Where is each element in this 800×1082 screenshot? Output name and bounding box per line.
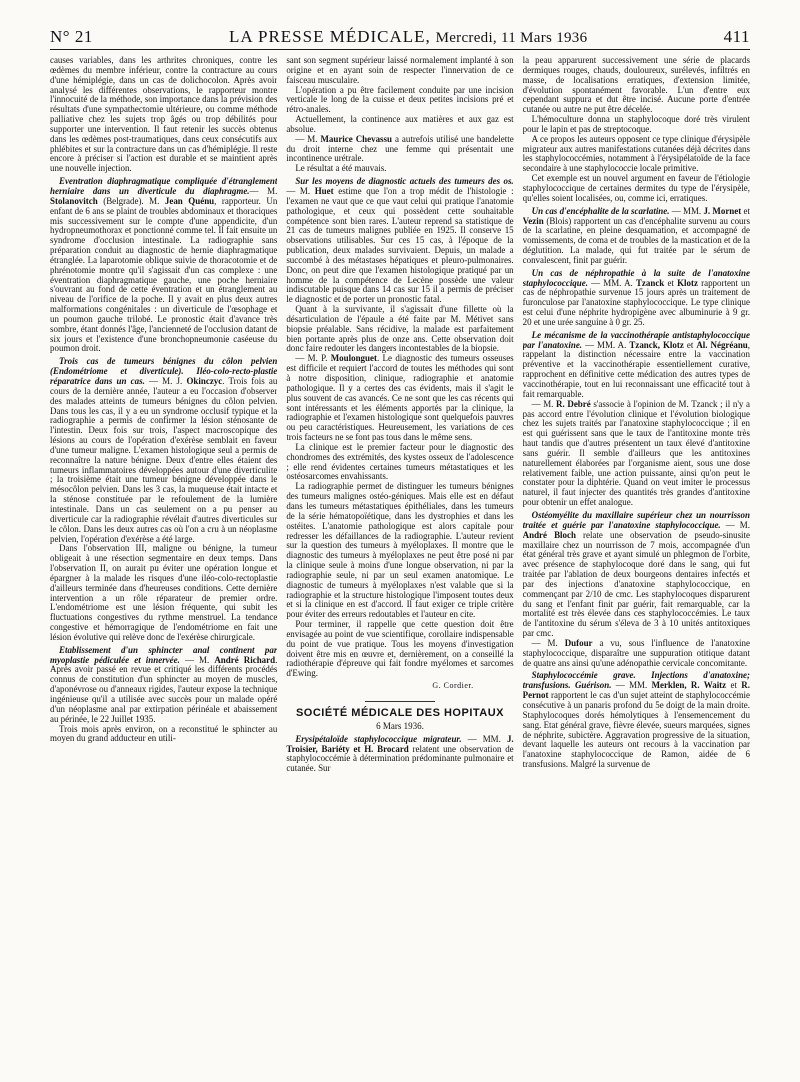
paragraph: Pour terminer, il rappelle que cette question doit être envisagée au point de vue scientifique, corollaire indispensable du point de vue pratique. Tous les moyens d'investigation doivent être mis en œuvre et, dernièrement, on a conseillé la radiothérapie d'épreuve qui fait fondre myélomes et sarcomes d'Ewing. xyxy=(286,619,514,679)
article-heading: Eventration diaphragmatique compliquée d'étranglement herniaire dans un diverticule du diaphragme. xyxy=(50,176,278,196)
masthead xyxy=(93,27,724,47)
article-heading: Trois cas de tumeurs bénignes du côlon pelvien (Endométriome et diverticule). Iléo-colo-recto-plastie réparatrice dans un cas. xyxy=(50,356,278,386)
paragraph: Un cas de néphropathie à la suite de l'anatoxine staphylococcique. — MM. A. Tzanck et Klotz rapportent un cas de néphropathie survenue 15 jours après un traitement de furonculose par l'anatoxine staphylococcique. Le type clinique est celui d'une néphrite hydropigène avec albuminurie à 9 gr. 20 et une urée sanguine à 0 gr. 25. xyxy=(522,267,750,327)
paragraph: Ostéomyélite du maxillaire supérieur chez un nourrisson traitée et guérie par l'anatoxine staphylococcique. — M. André Bloch relate une observation de pseudo-sinusite maxillaire chez un nourrisson de 7 mois, accompagnée d'un état général très grave et ayant simulé un phlegmon de l'orbite, avec présence de staphylocoque doré dans le sang, qui fut traitée par l'ablation de deux bourgeons dentaires infectés et par des injections d'anatoxine staphylococcique, en commençant par 2/10 de cmc. Les staphylocoques disparurent du sang et l'enfant finit par guérir, fait remarquable, car la mortalité est très élevée dans ces staphylococcémies. Le taux de l'antitoxine du sérum s'éleva de 3 à 10 unités antitoxiques par cmc. xyxy=(522,509,750,639)
paragraph: Cet exemple est un nouvel argument en faveur de l'étiologie staphylococcique de certaines dermites du type de l'érysipèle, qu'elles soient localisées, ou, comme ici, erratiques. xyxy=(522,173,750,203)
paragraph: — M. Maurice Chevassu a autrefois utilisé une bandelette du droit interne chez une femme qui présentait une incontinence urétrale. xyxy=(286,133,514,164)
article-heading: Staphylococcémie grave. Injections d'anatoxine; transfusions. Guérison. xyxy=(522,670,750,691)
author: Moulonguet xyxy=(330,353,377,364)
paragraph: — M. Dufour a vu, sous l'influence de l'anatoxine staphylococcique, disparaître une suppuration otitique datant de quatre ans ainsi qu'une adénopathie cervicale concomitante. xyxy=(522,637,750,668)
article-heading: Etablissement d'un sphincter anal continent par myoplastie pédiculée et innervée. xyxy=(50,644,278,665)
paragraph: A ce propos les auteurs opposent ce type clinique d'érysipèle migrateur aux autres manifestations cutanées déjà décrites dans les staphylococcémies, notamment à l'érysipélatoïde de la face secondaire à une staphylococcie locale primitive. xyxy=(522,133,750,174)
paragraph: — M. R. Debré s'associe à l'opinion de M. Tzanck ; il n'y a pas accord entre l'évolution clinique et l'évolution biologique chez les sujets traités par l'anatoxine staphylococcique ; il en est qui guérissent sans que le taux de l'antitoxine monte très haut tandis que d'autres présentent un taux élevé d'antitoxine sans guérir. Il semble d'ailleurs que les antitoxines naturellement élaborées par l'organisme aient, sous une dose relativement faible, une action puissante, ainsi qu'on peut le constater pour la diphtérie. Quand on veut imiter le processus naturel, il faut injecter des quantités très grandes d'antitoxine pour obtenir un effet analogue. xyxy=(522,398,750,508)
author: Stolanovitch xyxy=(50,195,98,206)
column-3 xyxy=(523,56,750,1076)
author: Huet xyxy=(314,185,334,196)
divider xyxy=(365,701,435,702)
paragraph: La radiographie permet de distinguer les tumeurs bénignes des tumeurs malignes ostéo-géniques. Mais elle est en défaut dans les tumeurs métastatiques épithéliales, dans les tumeurs de la série hématopoïétique, dans les dystrophies et dans les ostéites. L'anatomie pathologique est alors capitale pour redresser les défaillances de la radiographie. L'auteur revient sur la question des tumeurs à myéloplaxes. Il montre que le diagnostic des tumeurs à myéloplaxes ne peut être posé ni par la clinique seule à moins d'une longue observation, ni par la radiographie seule, ni par un seul examen anatomique. Le diagnostic de tumeurs à myéloplaxes n'est valable que si la radiographie et la structure histologique l'imposent toutes deux et si la clinique en est d'accord. Il faut exiger ce triple critère pour éviter des erreurs redoutables et l'auteur en cite. xyxy=(286,481,514,620)
paragraph: Sur les moyens de diagnostic actuels des tumeurs des os. — M. Huet estime que l'on a trop médit de l'histologie : l'examen ne vaut que ce que vaut celui qui pratique l'anatomie pathologique, et ceux qui possèdent cette souhaitable compétence sont bien rares. L'auteur reprend sa statistique de 21 cas de tumeurs malignes publiée en 1925. Il conserve 15 observations utilisables. Sur ces 15 cas, à l'époque de la publication, deux malades survivaient. Depuis, un malade a succombé à des métastases hépatiques et pleuro-pulmonaires. Donc, on peut dire que l'examen histologique pratiqué par un homme de la compétence de Lecène possède une valeur indiscutable puisque dans 14 cas sur 15 il a permis de préciser le diagnostic et de porter un pronostic fatal. xyxy=(286,176,514,305)
author: André Bloch xyxy=(522,529,576,540)
paragraph: L'opération a pu être facilement conduite par une incision verticale le long de la cuisse et deux petites incisions pré et rétro-anales. xyxy=(286,84,514,115)
paragraph: causes variables, dans les arthrites chroniques, contre les œdèmes du membre inférieur, contre la contracture au cours d'une hémiplégie, dans un cas de dolichocolon. Après avoir analysé les différentes observations, le rapporteur montre l'innocuité de la méthode, son importance dans la prévision des résultats d'une sympathectomie ultérieure, ou comme méthode palliative chez les sujets trop âgés ou trop débilités pour supporter une intervention. Il faut retenir les succès obtenus dans les œdèmes post-traumatiques, dans ceux consécutifs aux phlébites et sur la contracture dans un cas d'hémiplégie. Il reste encore à préciser si l'action est durable et se maintient après une nouvelle injection. xyxy=(50,56,278,174)
paragraph: la peau apparurent successivement une série de placards dermiques rouges, chauds, douloureux, surélevés, infiltrés en masse, de localisations erratiques, d'extension limitée, d'évolution spontanément favorable. L'un d'entre eux cependant suppura et dut être incisé. Aucune porte d'entrée cutanée ou autre ne put être décelée. xyxy=(522,56,750,115)
paragraph: sant son segment supérieur laissé normalement implanté à son origine et en ayant soin de respecter l'innervation de ce faisceau musculaire. xyxy=(286,56,514,85)
author: J. Troisier, Bariéty et H. Brocard xyxy=(286,733,514,754)
article-columns xyxy=(50,56,750,1076)
paragraph: Un cas d'encéphalite de la scarlatine. — MM. J. Mornet et Vezin (Blois) rapportent un cas d'encéphalite survenu au cours de la scarlatine, en pleine desquamation, et accompagné de vomissements, de coma et de troubles de la mastication et de la déglutition. La malade, qui fut traitée par le sérum de convalescent, finit par guérir. xyxy=(522,205,750,265)
author: Okinczyc xyxy=(186,376,223,386)
issue-date: Mercredi, 11 Mars 1936 xyxy=(435,30,588,46)
article-heading: Un cas de néphropathie à la suite de l'anatoxine staphylococcique. xyxy=(522,267,750,288)
paragraph: La clinique est le premier facteur pour le diagnostic des chondromes des extrémités, des kystes osseux de l'adolescence ; elle rend évidentes certaines tumeurs métastatiques et les ostéosarcomes envahissants. xyxy=(286,441,514,482)
paragraph: Trois cas de tumeurs bénignes du côlon pelvien (Endométriome et diverticule). Iléo-colo-recto-plastie réparatrice dans un cas. — M. J. Okinczyc. Trois fois au cours de la dernière année, l'auteur a eu l'occasion d'observer des malades atteints de tumeurs bénignes du côlon pelvien. Dans tous les cas, il y a eu un syndrome occlusif typique et la radiographie a permis de confirmer la lésion sténosante de l'intestin. Deux fois sur trois, l'aspect macroscopique des lésions au cours de l'opération d'exérèse semblait en faveur d'une tumeur maligne. L'examen histologique seul a permis de reconnaître la nature bénigne. Deux d'entre elles étaient des tumeurs inflammatoires développées autour d'une diverticulite ; la troisième était une tumeur bénigne développée dans le mésocôlon pelvien. Dans les 3 cas, la muqueuse était intacte et la sténose constituée par le refoulement de la lumière intestinale. Dans un cas seulement on a pu penser au diverticule car la radiographie révélait d'autres diverticules sur le côlon. Dans les deux autres cas où l'on a cru à un néoplasme pelvien, l'opération d'exérèse a été large. xyxy=(50,356,278,544)
article-heading: Ostéomyélite du maxillaire supérieur chez un nourrisson traitée et guérie par l'anatoxine staphylococcique. xyxy=(522,509,750,530)
page-number: 411 xyxy=(723,27,750,46)
paragraph: Quant à la survivante, il s'agissait d'une fillette où la désarticulation de l'épaule a été faite par M. Métivet sans biopsie préalable. Sans récidive, la malade est parfaitement bien portante après plus de onze ans. Cette observation doit donc faire redouter les dangers incontestables de la biopsie. xyxy=(286,304,514,354)
paragraph: Actuellement, la continence aux matières et aux gaz est absolue. xyxy=(286,114,514,134)
paragraph: Etablissement d'un sphincter anal continent par myoplastie pédiculée et innervée. — M. André Richard. Après avoir passé en revue et critiqué les différents procédés connus de constitution d'un sphincter au moyen de muscles, d'aponévrose ou d'anneaux rigides, l'auteur expose la technique ingénieuse qu'il a utilisée avec succès pour un malade opéré d'un néoplasme anal par extirpation périnéale et abaissement au périnée, le 22 Juillet 1935. xyxy=(50,644,278,724)
section-title: SOCIÉTÉ MÉDICALE DES HOPITAUX xyxy=(295,707,505,719)
paragraph: — M. P. Moulonguet. Le diagnostic des tumeurs osseuses est difficile et requiert l'accord de toutes les méthodes qui sont à notre disposition, clinique, radiographie et anatomie pathologique. Il y a certes des cas évidents, mais il s'agit le plus souvent de cas avancés. Ce ne sont que les cas récents qui sont intéressants et les éléments apportés par la clinique, la radiographie et l'examen histologique sont quelquefois pauvres ou peu caractéristiques. Heureusement, les variations de ces trois facteurs ne se font pas tous dans le même sens. xyxy=(286,353,514,443)
column-1 xyxy=(50,56,277,1076)
author: R. Debré xyxy=(556,398,591,409)
paragraph: Le résultat a été mauvais. xyxy=(295,163,387,174)
paragraph: L'hémoculture donna un staphylocoque doré très virulent pour le lapin et pas de streptocoque. xyxy=(522,114,750,134)
issue-number: N° 21 xyxy=(50,27,93,46)
article-heading: Erysipétaloïde staphylococcique migrateur. xyxy=(295,733,462,744)
column-2 xyxy=(286,56,513,1076)
author: J. Mornet xyxy=(703,205,742,216)
journal-title: LA PRESSE MÉDICALE, xyxy=(229,27,431,46)
signature: G. Cordier. xyxy=(432,681,474,691)
paragraph: Le mécanisme de la vaccinothérapie antistaphylococcique par l'anatoxine. — MM. A. Tzanck, Klotz et Al. Négréanu, rappelant la distinction nécessaire entre la vaccination préventive et la vaccinothérapie essentiellement curative, rapprochent en définitive cette médication des autres types de vaccinothérapie, tout en lui reconnaissant une efficacité tout à fait remarquable. xyxy=(522,329,750,399)
paragraph: Eventration diaphragmatique compliquée d'étranglement herniaire dans un diverticule du diaphragme.— M. Stolanovitch (Belgrade). M. Jean Quénu, rapporteur. Un enfant de 6 ans se plaint de troubles abdominaux et thoraciques mis successivement sur le compte d'une appendicite, d'un hydropneumothorax et ponctionné comme tel. Il fait ensuite un syndrome d'occlusion intestinale. La radiographie sans préparation conduit au diagnostic de hernie diaphragmatique étranglée. La laparotomie oblique suivie de thoracotomie et de phrénotomie montre qu'il s'agissait d'un cas complexe : une éventration diaphragmatique gauche, une poche herniaire s'ouvrant au fond de cette éventration et un étranglement au niveau de l'orifice de la poche. Il y avait en plus deux autres malformations congénitales : un diverticule de l'œsophage et un poumon gauche trilobé. Le pronostic était d'avance très sombre, étant donnés l'âge, l'ancienneté de l'occlusion datant de six jours et l'existence d'une bronchopneumonie caséeuse du poumon droit. xyxy=(50,176,278,354)
article-heading: Sur les moyens de diagnostic actuels des tumeurs des os. xyxy=(295,176,514,187)
author: Merklen, R. Waitz xyxy=(651,680,727,691)
author: Vezin xyxy=(522,215,544,226)
author: Al. Négréanu xyxy=(696,339,748,350)
paragraph: Dans l'observation III, maligne ou bénigne, la tumeur obligeait à une résection segmentaire en deux temps. Dans l'observation II, on aurait pu éviter une opération longue et épargner à la malade les risques d'une iléo-colo-rectoplastie d'ailleurs terminée dans d'heureuses conditions. Cette dernière intervention a un rôle réparateur de premier ordre. L'endométriome est une lésion fréquente, qui subit les fluctuations congestives du rythme menstruel. La tendance congestive et hémorragique de l'endométriome en fait une lésion évolutive qui relève donc de l'exérèse chirurgicale. xyxy=(50,543,278,642)
section-date: 6 Mars 1936. xyxy=(376,720,424,731)
author: Maurice Chevassu xyxy=(320,133,392,144)
article-heading: Le mécanisme de la vaccinothérapie antistaphylococcique par l'anatoxine. xyxy=(522,329,750,350)
author: Tzanck, Klotz xyxy=(629,339,684,350)
author: Dufour xyxy=(564,637,593,648)
page-header xyxy=(50,8,750,50)
author: Klotz xyxy=(677,277,698,288)
paragraph: Erysipétaloïde staphylococcique migrateur. — MM. J. Troisier, Bariéty et H. Brocard relatent une observation de staphylococcémie à détermination prédominante pulmonaire et cutanée. Sur xyxy=(286,733,514,774)
author: André Richard xyxy=(214,654,276,665)
author: Tzanck xyxy=(635,277,665,288)
article-heading: Un cas d'encéphalite de la scarlatine. xyxy=(531,205,670,216)
author: Jean Quénu xyxy=(164,195,215,206)
author: R. Pernot xyxy=(522,680,750,701)
paragraph: Trois mois après environ, on a reconstitué le sphincter au moyen du grand adducteur en utili- xyxy=(50,723,278,744)
paragraph: Staphylococcémie grave. Injections d'anatoxine; transfusions. Guérison. — MM. Merklen, R. Waitz et R. Pernot rapportent le cas d'un sujet atteint de staphylococcémie consécutive à un panaris profond du 5e doigt de la main droite. Staphylocoques dorés hémolytiques à l'ensemencement du sang. Etat général grave, fièvre élevée, sueurs marquées, signes de néphrite, subictère. Aggravation progressive de la situation, devant laquelle les auteurs ont recours à la vaccination par l'anatoxine staphylococcique de Ramon, aidée de 6 transfusions. Malgré la survenue de xyxy=(522,670,750,770)
